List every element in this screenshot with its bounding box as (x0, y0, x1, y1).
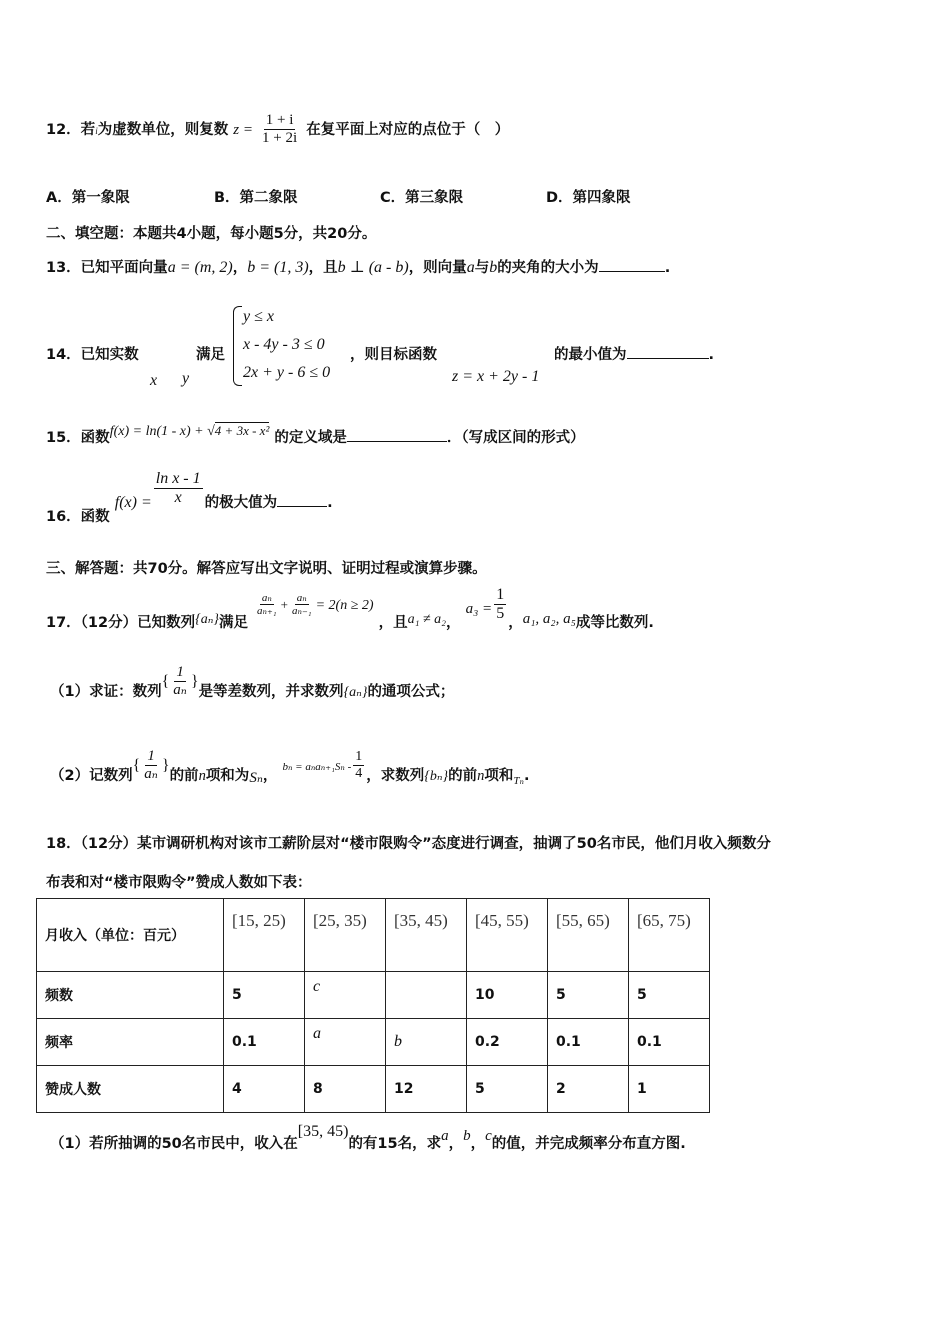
table-cell: 0.2 (467, 1019, 548, 1066)
section-2-heading: 二、填空题：本题共4小题，每小题5分，共20分。 (46, 226, 377, 242)
question-12 (46, 112, 509, 148)
table-header-cell: 月收入（单位：百元） (37, 899, 224, 972)
table-header-cell: [15, 25) (232, 911, 286, 930)
answer-blank (599, 257, 665, 272)
question-18-line-2: 布表和对“楼市限购令”赞成人数如下表： (46, 875, 312, 891)
q14-prefix: 14．已知实数 (46, 347, 139, 363)
table-cell: b (394, 1033, 402, 1050)
ratio-2: $\frac{\text{aₙ}}{\text{aₙ₋₁}}$ (291, 591, 312, 618)
table-cell: 4 (224, 1066, 305, 1113)
option-d: D．第四象限 (546, 190, 631, 206)
f-lhs: f(x) = (114, 493, 152, 511)
table-cell: a (313, 1025, 321, 1042)
answer-blank (347, 427, 447, 442)
table-header-cell: [35, 45) (394, 911, 448, 930)
table-cell: 12 (386, 1066, 467, 1113)
table-row (37, 1066, 710, 1113)
table-cell: 0.1 (629, 1019, 710, 1066)
table-cell: c (313, 978, 321, 995)
section-3-heading: 三、解答题：共70分。解答应写出文字说明、证明过程或演算步骤。 (46, 561, 487, 577)
reciprocal-fraction: $\frac{1}{\text{aₙ}}$ (144, 748, 158, 783)
table-header-row (37, 899, 710, 972)
q12-options (46, 186, 631, 207)
radicand: 4 + 3x - x² (214, 423, 270, 438)
perp-condition: b ⊥ (a - b) (337, 259, 409, 276)
table-row (37, 972, 710, 1019)
function-def: f(x) = ln(1 - x) + (109, 424, 208, 439)
table-cell (386, 972, 467, 1019)
table-header-cell: [65, 75) (637, 911, 691, 930)
q12-tail: 在复平面上对应的点位于（ ） (306, 121, 510, 138)
question-17-part-2: （2）记数列{ $\frac{1}{\text{aₙ}}$ }的前n项和为Sₙ， bₙ = aₙaₙ₊₁Sₙ - $\frac{1}{4}$ ，求数列{bₙ}的前n项和$_{T_n}$. (50, 748, 530, 787)
question-17-part-1: （1）求证：数列{ $\frac{1}{\text{aₙ}}$ }是等差数列，并求数列{aₙ}的通项公式； (50, 664, 455, 700)
a3-value: $\frac{1}{5}$ (496, 586, 505, 623)
option-c: C．第三象限 (380, 190, 464, 206)
question-18-part-1: （1）若所抽调的50名市民中，收入在[35, 45)的有15名，求a，b，c的值，并完成频率分布直方图. (50, 1123, 686, 1152)
vector-b-def: b = (1, 3) (247, 259, 309, 276)
vector-a-def: a = (m, 2) (167, 259, 233, 276)
table-cell: 2 (548, 1066, 629, 1113)
table-cell: 10 (467, 972, 548, 1019)
table-cell: 0.1 (224, 1019, 305, 1066)
imag-unit: i (95, 125, 98, 136)
q14-text: ，则目标函数 (350, 347, 437, 363)
constraint-3: 2x + y - 6 ≤ 0 (243, 364, 331, 381)
ratio-1: $\frac{\text{aₙ}}{\text{aₙ₊₁}}$ (257, 591, 277, 618)
var-y: y (182, 370, 190, 387)
interval: [35, 45) (297, 1123, 349, 1140)
reciprocal-fraction: $\frac{1}{\text{aₙ}}$ (173, 664, 187, 699)
table-header-cell: [45, 55) (475, 911, 529, 930)
table-cell: 5 (548, 972, 629, 1019)
quarter-fraction: $\frac{1}{4}$ (355, 749, 363, 782)
var-x: x (150, 372, 158, 389)
z-equals: z = (233, 121, 253, 138)
question-16: 16．函数 f(x) = $\frac{\text{ln x - 1}}{x}$ 的极大值为 . (46, 470, 333, 525)
table-cell: 5 (629, 972, 710, 1019)
option-a: A．第一象限 (46, 190, 130, 206)
option-b: B．第二象限 (214, 190, 298, 206)
q12-text: 为虚数单位，则复数 (97, 121, 229, 138)
table-cell: 赞成人数 (37, 1066, 224, 1113)
objective-function: z = x + 2y - 1 (452, 368, 540, 385)
system-brace (233, 306, 242, 386)
table-cell: 0.1 (548, 1019, 629, 1066)
q16-fraction: $\frac{\text{ln x - 1}}{x}$ (155, 470, 201, 507)
answer-blank (627, 344, 709, 359)
table-cell: 5 (467, 1066, 548, 1113)
question-18-line-1: 18．（12分）某市调研机构对该市工薪阶层对“楼市限购令”态度进行调查，抽调了50名市民，他们月收入频数分 (46, 836, 771, 852)
table-cell: 频数 (37, 972, 224, 1019)
question-13: 13．已知平面向量a = (m, 2)，b = (1, 3)，且b ⊥ (a - b)，则向量a与b的夹角的大小为 . (46, 259, 671, 276)
table-cell: 5 (224, 972, 305, 1019)
q12-fraction: $\frac{1 + i}{1 + 2i}$ (262, 112, 298, 147)
question-17: 17．（12分）已知数列{aₙ}满足 $\frac{\text{aₙ}}{\text{aₙ₊₁}}$ + $\frac{\text{aₙ}}{\text{aₙ₋₁}}$ = 2(n ≥ 2) ，且a₁ ≠ a₂， a₃ = $\frac{1}{5}$ ，a₁, a₂, a₅成等比数列. (46, 586, 654, 631)
question-15: 15．函数f(x) = ln(1 - x) + √4 + 3x - x² 的定义域是 ．（写成区间的形式） (46, 423, 585, 446)
table-header-cell: [55, 65) (556, 911, 610, 930)
q14-tail: 的最小值为 . (554, 343, 714, 364)
income-frequency-table (36, 898, 710, 1113)
table-header-cell: [25, 35) (313, 911, 367, 930)
answer-blank (277, 492, 327, 507)
q12-prefix: 12．若 (46, 121, 96, 138)
table-row (37, 1019, 710, 1066)
constraint-1: y ≤ x (243, 308, 274, 325)
table-cell: 频率 (37, 1019, 224, 1066)
q14-satisfy: 满足 (196, 347, 225, 363)
table-cell: 1 (629, 1066, 710, 1113)
table-cell: 8 (305, 1066, 386, 1113)
constraint-2: x - 4y - 3 ≤ 0 (243, 336, 325, 353)
